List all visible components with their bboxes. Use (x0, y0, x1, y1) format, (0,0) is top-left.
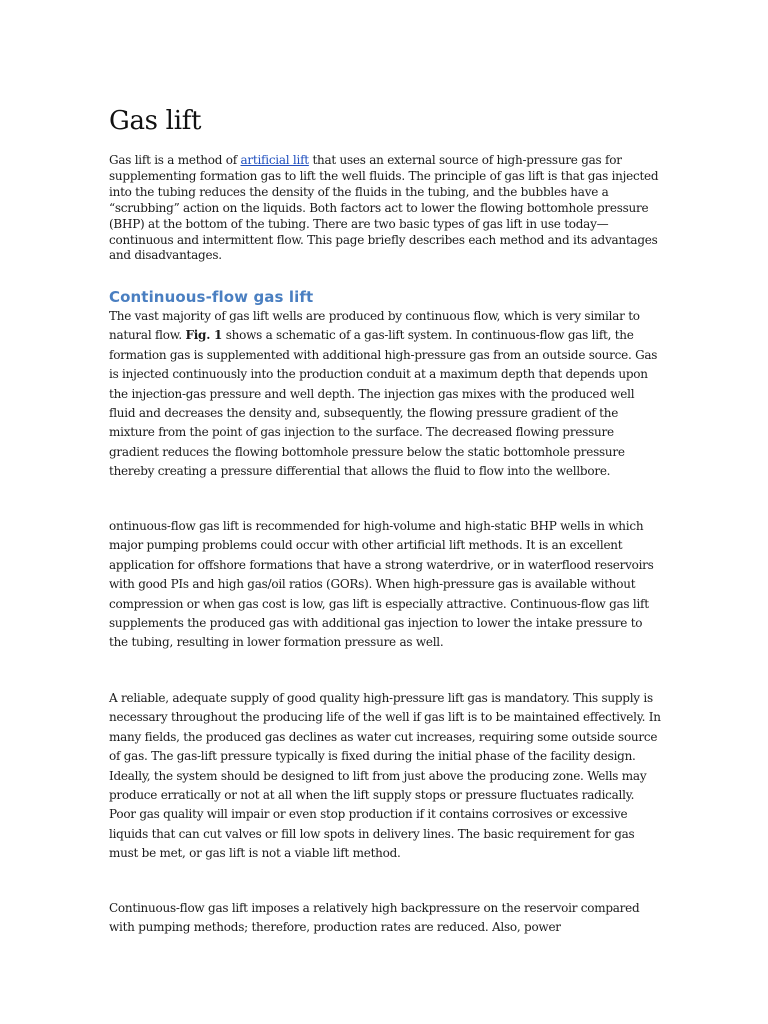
intro-text-start: Gas lift is a method of (109, 153, 241, 167)
figure-reference: Fig. 1 (185, 328, 223, 343)
intro-text-end: that uses an external source of high-pressure gas for supplementing formation gas to lift the well fluids. The principle of gas lift is that gas injected into the tubing reduces the density of the fluids in the tubing, and the bubbles have a “scrubbing” action on the liquids. Both factors act to lower the flowing bottomhole pressure (BHP) at the bottom of the tubing. There are two basic types of gas lift in use today—continuous and intermittent flow. This page briefly describes each method and its advantages and disadvantages. (109, 153, 659, 263)
page-title: Gas lift (109, 106, 202, 136)
body-paragraph-4: Continuous-flow gas lift imposes a relatively high backpressure on the reservoir compared with pumping methods; therefore, production rates are reduced. Also, power (109, 901, 640, 935)
body-paragraph-1 (109, 307, 661, 482)
body-paragraph-3: A reliable, adequate supply of good quality high-pressure lift gas is mandatory. This supply is necessary throughout the producing life of the well if gas lift is to be maintained effectively. In many fields, the produced gas declines as water cut increases, requiring some outside source of gas. The gas-lift pressure typically is fixed during the initial phase of the facility design. Ideally, the system should be designed to lift from just above the producing zone. Wells may produce erratically or not at all when the lift supply stops or pressure fluctuates radically. Poor gas quality will impair or even stop production if it contains corrosives or excessive liquids that can cut valves or fill low spots in delivery lines. The basic requirement for gas must be met, or gas lift is not a viable lift method. (109, 691, 661, 861)
artificial-lift-link[interactable]: artificial lift (240, 153, 309, 167)
intro-paragraph (109, 153, 661, 264)
paragraph-1-text-end: shows a schematic of a gas-lift system. In continuous-flow gas lift, the formation gas is supplemented with additional high-pressure gas from an outside source. Gas is injected continuously into the production conduit at a maximum depth that depends upon the injection-gas pressure and well depth. The injection gas mixes with the produced well fluid and decreases the density and, subsequently, the flowing pressure gradient of the mixture from the point of gas injection to the surface. The decreased flowing pressure gradient reduces the flowing bottomhole pressure below the static bottomhole pressure thereby creating a pressure differential that allows the fluid to flow into the wellbore. (109, 328, 658, 479)
section-heading-continuous-flow: Continuous-flow gas lift (109, 288, 314, 306)
paragraph-1-text-start: The vast majority of gas lift wells are produced by continuous flow, which is very similar to natural flow. (109, 309, 640, 343)
body-paragraph-2: ontinuous-flow gas lift is recommended for high-volume and high-static BHP wells in which major pumping problems could occur with other artificial lift methods. It is an excellent application for offshore formations that have a strong waterdrive, or in waterflood reservoirs with good PIs and high gas/oil ratios (GORs). When high-pressure gas is available without compression or when gas cost is low, gas lift is especially attractive. Continuous-flow gas lift supplements the produced gas with additional gas injection to lower the intake pressure to the tubing, resulting in lower formation pressure as well. (109, 519, 654, 650)
